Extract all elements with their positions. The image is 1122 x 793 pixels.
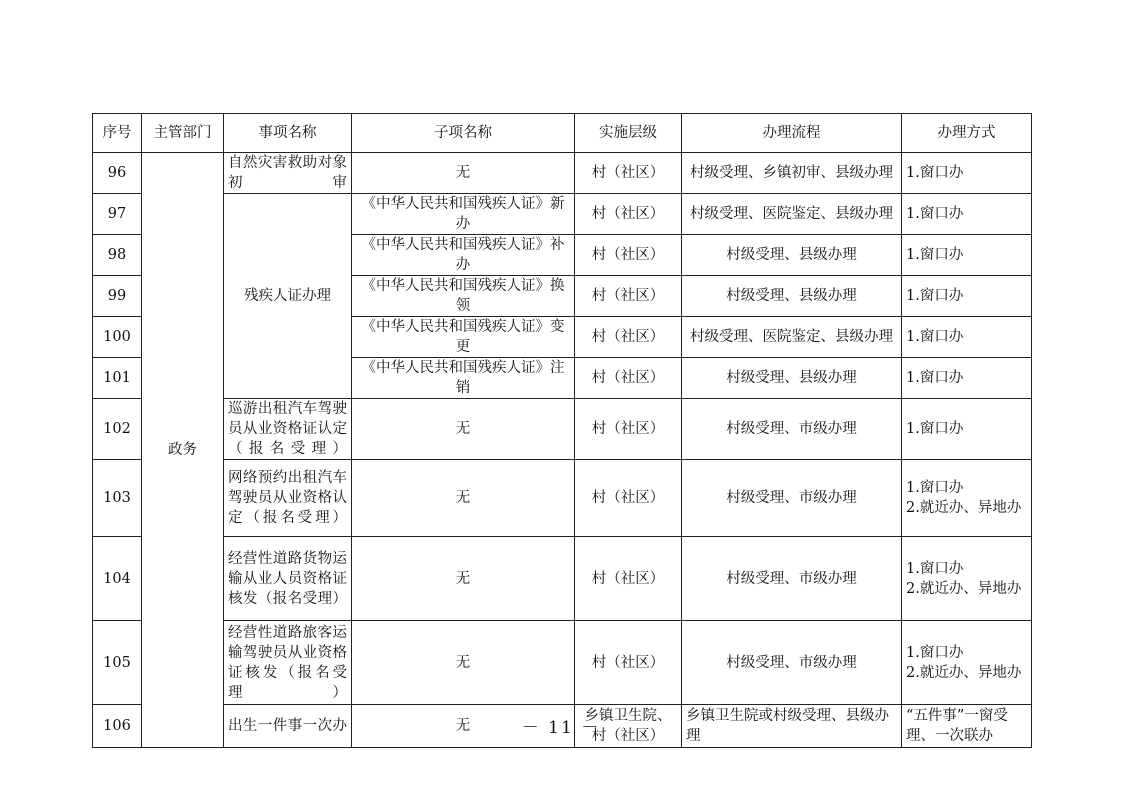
row-no: 97 [93,194,142,235]
level: 村（社区） [575,399,682,460]
flow: 村级受理、市级办理 [682,399,902,460]
mode: 1.窗口办 [902,153,1032,194]
level: 村（社区） [575,317,682,358]
item-name: 残疾人证办理 [224,194,352,399]
item-name: 经营性道路货物运输从业人员资格证核发（报名受理） [224,537,352,621]
sub-name: 《中华人民共和国残疾人证》换领 [352,276,575,317]
mode: 1.窗口办 [902,235,1032,276]
flow: 村级受理、县级办理 [682,358,902,399]
sub-name: 无 [352,621,575,705]
row-no: 96 [93,153,142,194]
row-no: 100 [93,317,142,358]
sub-name: 无 [352,537,575,621]
mode: 1.窗口办 2.就近办、异地办 [902,621,1032,705]
level: 村（社区） [575,276,682,317]
item-name: 巡游出租汽车驾驶员从业资格证认定（报名受理） [224,399,352,460]
header-sub: 子项名称 [352,114,575,153]
header-item: 事项名称 [224,114,352,153]
sub-name: 《中华人民共和国残疾人证》变更 [352,317,575,358]
table-row [93,621,1032,705]
table-row [93,460,1032,537]
sub-name: 无 [352,460,575,537]
header-no: 序号 [93,114,142,153]
mode: 1.窗口办 [902,276,1032,317]
header-dept: 主管部门 [142,114,224,153]
mode: 1.窗口办 [902,399,1032,460]
level: 村（社区） [575,460,682,537]
row-no: 101 [93,358,142,399]
flow: 村级受理、医院鉴定、县级办理 [682,317,902,358]
sub-name: 《中华人民共和国残疾人证》补办 [352,235,575,276]
sub-name: 无 [352,153,575,194]
sub-name: 《中华人民共和国残疾人证》注销 [352,358,575,399]
row-no: 103 [93,460,142,537]
header-flow: 办理流程 [682,114,902,153]
flow: 村级受理、市级办理 [682,460,902,537]
item-name: 网络预约出租汽车驾驶员从业资格认定（报名受理） [224,460,352,537]
mode: 1.窗口办 [902,358,1032,399]
page-number: － 11 － [521,718,601,738]
row-no: 102 [93,399,142,460]
sub-name: 无 [352,399,575,460]
sub-name: 《中华人民共和国残疾人证》新办 [352,194,575,235]
mode: 1.窗口办 [902,194,1032,235]
mode: 1.窗口办 [902,317,1032,358]
table-row [93,153,1032,194]
flow: 村级受理、县级办理 [682,276,902,317]
item-name: 出生一件事一次办 [224,705,352,748]
service-items-table [92,113,1032,748]
row-no: 105 [93,621,142,705]
row-no: 98 [93,235,142,276]
item-name: 自然灾害救助对象初审 [224,153,352,194]
level: 村（社区） [575,235,682,276]
dept-cell: 政务 [142,153,224,748]
header-level: 实施层级 [575,114,682,153]
sub-name: 无 [352,705,575,748]
header-mode: 办理方式 [902,114,1032,153]
level: 村（社区） [575,153,682,194]
mode: 1.窗口办 2.就近办、异地办 [902,537,1032,621]
level: 村（社区） [575,194,682,235]
flow: 村级受理、乡镇初审、县级办理 [682,153,902,194]
table-header-row [93,114,1032,153]
row-no: 99 [93,276,142,317]
level: 村（社区） [575,621,682,705]
flow: 村级受理、市级办理 [682,621,902,705]
row-no: 106 [93,705,142,748]
mode: “五件事”一窗受理、一次联办 [902,705,1032,748]
flow: 村级受理、县级办理 [682,235,902,276]
table-row [93,399,1032,460]
level: 村（社区） [575,358,682,399]
mode: 1.窗口办 2.就近办、异地办 [902,460,1032,537]
table-row [93,194,1032,235]
level: 村（社区） [575,537,682,621]
flow: 村级受理、医院鉴定、县级办理 [682,194,902,235]
level: 乡镇卫生院、村（社区） [575,705,682,748]
flow: 村级受理、市级办理 [682,537,902,621]
table-row [93,537,1032,621]
flow: 乡镇卫生院或村级受理、县级办理 [682,705,902,748]
item-name: 经营性道路旅客运输驾驶员从业资格证核发（报名受理） [224,621,352,705]
row-no: 104 [93,537,142,621]
